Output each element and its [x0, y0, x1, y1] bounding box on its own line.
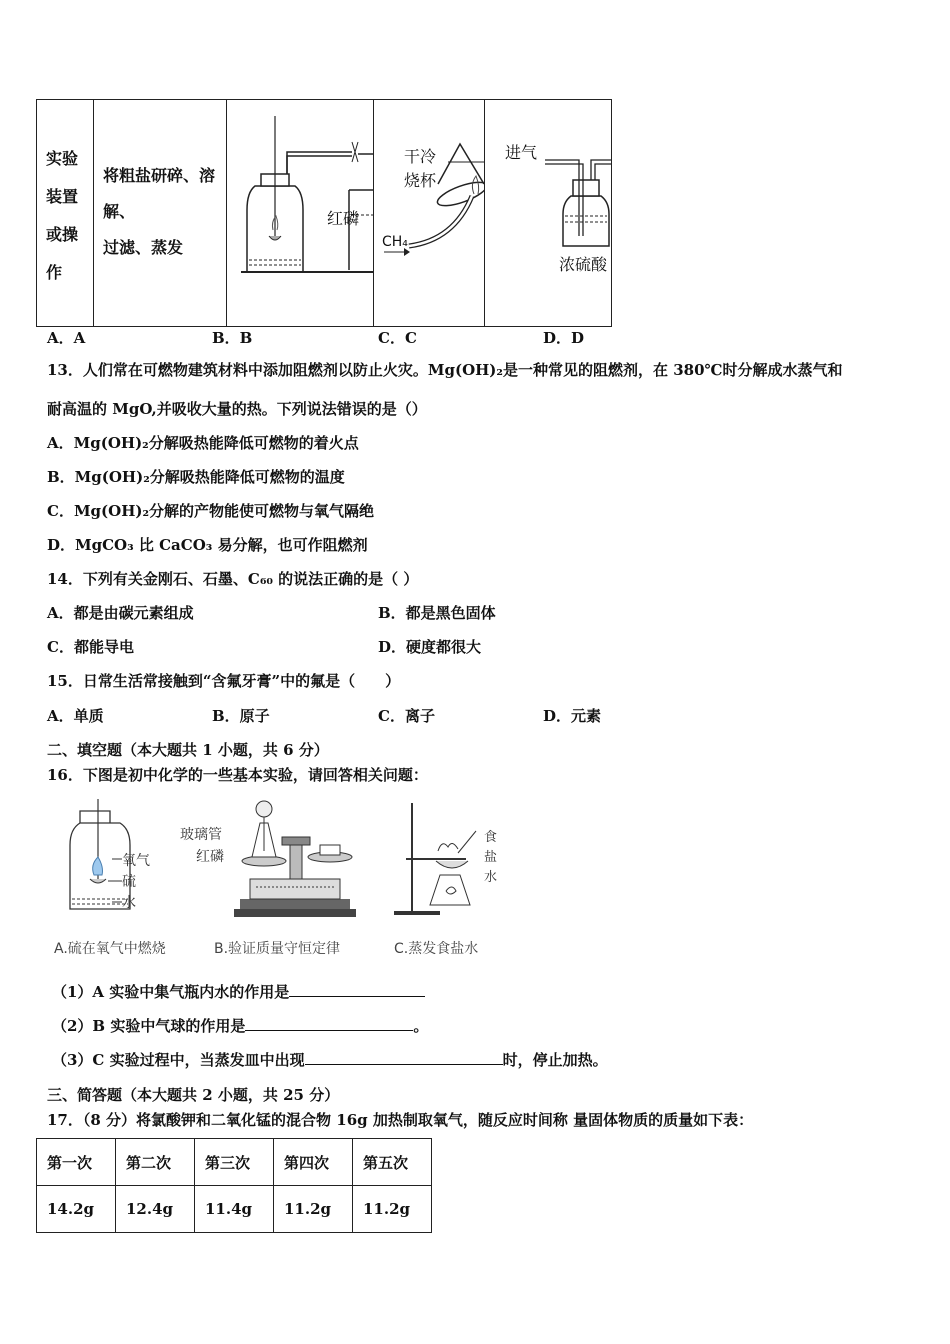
q16-blank-1[interactable] [289, 982, 425, 997]
q12-header-text: 实验装置或操作 [46, 149, 79, 282]
q14-option-d: D．硬度都很大 [378, 638, 482, 656]
q16-part-2 [52, 1015, 428, 1036]
experiment-a-jar [70, 799, 130, 909]
q16-part-1 [52, 981, 425, 1002]
q12-option-a: A．A [47, 329, 86, 347]
q15-option-a: A．单质 [47, 707, 104, 725]
q17-header-cell: 第三次 [195, 1139, 274, 1186]
q12-option-d: D．D [543, 329, 585, 347]
q16-part-3 [52, 1049, 608, 1070]
q12-option-c: C．C [378, 329, 417, 347]
q13-option-a: A．Mg(OH)₂分解吸热能降低可燃物的着火点 [47, 434, 359, 452]
q16-part-1-text: （1）A 实验中集气瓶内水的作用是 [52, 983, 290, 1001]
q16-label-glass-tube: 玻璃管 [180, 827, 222, 843]
q16-label-sulfur: 硫 [122, 874, 136, 890]
q16-label-oxygen: 氧气 [122, 853, 150, 869]
experiment-b-balance [234, 801, 356, 917]
q12-option-b: B．B [212, 329, 253, 347]
q16-label-water: 水 [122, 895, 136, 911]
q17-value-cell: 11.2g [274, 1186, 353, 1233]
q12-cell-d [485, 100, 612, 327]
q16-part-2-text: （2）B 实验中气球的作用是 [52, 1017, 246, 1035]
q12-cell-c [374, 100, 485, 327]
q13-option-d: D．MgCO₃ 比 CaCO₃ 易分解，也可作阻燃剂 [47, 536, 368, 554]
q17-mass-table [36, 1138, 432, 1233]
experiment-c-evaporation [394, 803, 476, 915]
q14-option-b: B．都是黑色固体 [378, 604, 496, 622]
q15-stem: 15．日常生活常接触到“含氟牙膏”中的氟是（ ） [47, 672, 401, 690]
q13-stem-2: 耐高温的 MgO,并吸收大量的热。下列说法错误的是（） [47, 400, 427, 418]
q16-part-3-text: （3）C 实验过程中，当蒸发皿中出现 [52, 1051, 305, 1069]
q17-value-cell: 14.2g [37, 1186, 116, 1233]
q12-table [36, 99, 612, 327]
q16-label-salt-2: 盐 [484, 850, 498, 865]
q16-part-2-end: 。 [413, 1017, 429, 1035]
q12-cell-a-line2: 过滤、蒸发 [103, 238, 184, 257]
q13-stem-1: 13．人们常在可燃物建筑材料中添加阻燃剂以防止火灾。Mg(OH)₂是一种常见的阻燃剂，在 380℃时分解成水蒸气和 [47, 361, 843, 379]
q17-header-cell: 第五次 [353, 1139, 432, 1186]
q14-stem: 14．下列有关金刚石、石墨、C₆₀ 的说法正确的是（ ） [47, 570, 419, 588]
q14-option-c: C．都能导电 [47, 638, 134, 656]
q17-header-cell: 第二次 [116, 1139, 195, 1186]
q16-stem: 16．下图是初中化学的一些基本实验，请回答相关问题： [47, 766, 428, 784]
q17-header-cell: 第四次 [274, 1139, 353, 1186]
methane-combustion-apparatus [374, 100, 484, 322]
q17-value-cell: 11.4g [195, 1186, 274, 1233]
q16-figure [50, 795, 510, 965]
q12-cell-a [94, 100, 227, 327]
q14-option-a: A．都是由碳元素组成 [47, 604, 194, 622]
q16-label-salt-1: 食 [484, 830, 498, 845]
q17-stem: 17．（8 分）将氯酸钾和二氧化锰的混合物 16g 加热制取氧气，随反应时间称 量固体物质的质量如下表： [47, 1111, 754, 1129]
q12-cell-b [227, 100, 374, 327]
q17-header-row [37, 1139, 432, 1186]
q15-option-b: B．原子 [212, 707, 270, 725]
q13-option-b: B．Mg(OH)₂分解吸热能降低可燃物的温度 [47, 468, 345, 486]
q16-blank-3[interactable] [305, 1050, 503, 1065]
q12-label-dry: 干冷 [404, 147, 437, 166]
q17-value-cell: 11.2g [353, 1186, 432, 1233]
q12-label-red: 红磷 [327, 209, 360, 228]
sulfuric-acid-bottle [485, 100, 611, 322]
q15-option-d: D．元素 [543, 707, 602, 725]
q15-option-c: C．离子 [378, 707, 435, 725]
q12-header-cell [37, 100, 94, 327]
q17-value-row [37, 1186, 432, 1233]
q17-value-cell: 12.4g [116, 1186, 195, 1233]
q12-cell-a-line1: 将粗盐研碎、溶解、 [103, 166, 216, 221]
q17-header-cell: 第一次 [37, 1139, 116, 1186]
q16-label-salt-3: 水 [484, 870, 498, 885]
q12-label-acid: 浓硫酸 [559, 255, 608, 274]
q16-blank-2[interactable] [245, 1016, 413, 1031]
q12-label-gas-in: 进气 [505, 143, 538, 162]
red-phosphorus-apparatus [227, 100, 373, 322]
section-3-heading: 三、简答题（本大题共 2 小题，共 25 分） [47, 1086, 340, 1104]
q12-label-ch4: CH₄ [382, 234, 408, 250]
q16-caption-a: A.硫在氧气中燃烧 [54, 941, 166, 957]
q16-caption-b: B.验证质量守恒定律 [214, 941, 341, 957]
q12-label-beaker: 烧杯 [404, 171, 437, 190]
section-2-heading: 二、填空题（本大题共 1 小题，共 6 分） [47, 741, 329, 759]
q13-option-c: C．Mg(OH)₂分解的产物能使可燃物与氧气隔绝 [47, 502, 375, 520]
q16-caption-c: C.蒸发食盐水 [394, 941, 479, 957]
q16-part-3-end: 时，停止加热。 [502, 1051, 608, 1069]
q16-label-red-p: 红磷 [196, 849, 224, 865]
